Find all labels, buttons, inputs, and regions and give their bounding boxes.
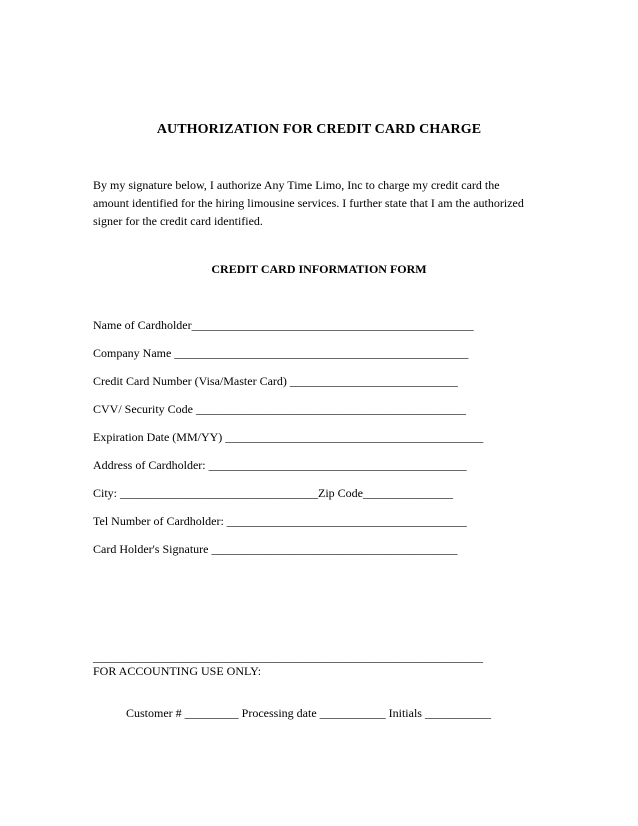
intro-paragraph: [93, 176, 553, 230]
field-credit-card-number: Credit Card Number (Visa/Master Card) ____________________________: [93, 374, 458, 388]
field-city-zip: City: _________________________________Zip Code_______________: [93, 486, 453, 500]
section-title: CREDIT CARD INFORMATION FORM: [211, 262, 427, 276]
field-cvv: CVV/ Security Code _____________________________________________: [93, 402, 466, 416]
field-company-name: Company Name _________________________________________________: [93, 346, 469, 360]
field-name-of-cardholder: Name of Cardholder_______________________________________________: [93, 318, 474, 332]
field-tel-number: Tel Number of Cardholder: ________________________________________: [93, 514, 467, 528]
field-address: Address of Cardholder: ___________________________________________: [93, 458, 467, 472]
field-expiration-date: Expiration Date (MM/YY) ___________________________________________: [93, 430, 484, 444]
field-signature: Card Holder's Signature _________________________________________: [93, 542, 458, 556]
accounting-divider: _________________________________________________________________: [93, 650, 483, 664]
intro-line-2: amount identified for the hiring limousine services. I further state that I am the authorized: [93, 196, 524, 210]
accounting-label: FOR ACCOUNTING USE ONLY:: [93, 664, 262, 678]
document-title: AUTHORIZATION FOR CREDIT CARD CHARGE: [156, 122, 482, 137]
accounting-row: Customer # _________ Processing date ___________ Initials ___________: [126, 706, 491, 720]
intro-line-1: By my signature below, I authorize Any Time Limo, Inc to charge my credit card the: [93, 178, 500, 192]
intro-line-3: signer for the credit card identified.: [93, 214, 263, 228]
